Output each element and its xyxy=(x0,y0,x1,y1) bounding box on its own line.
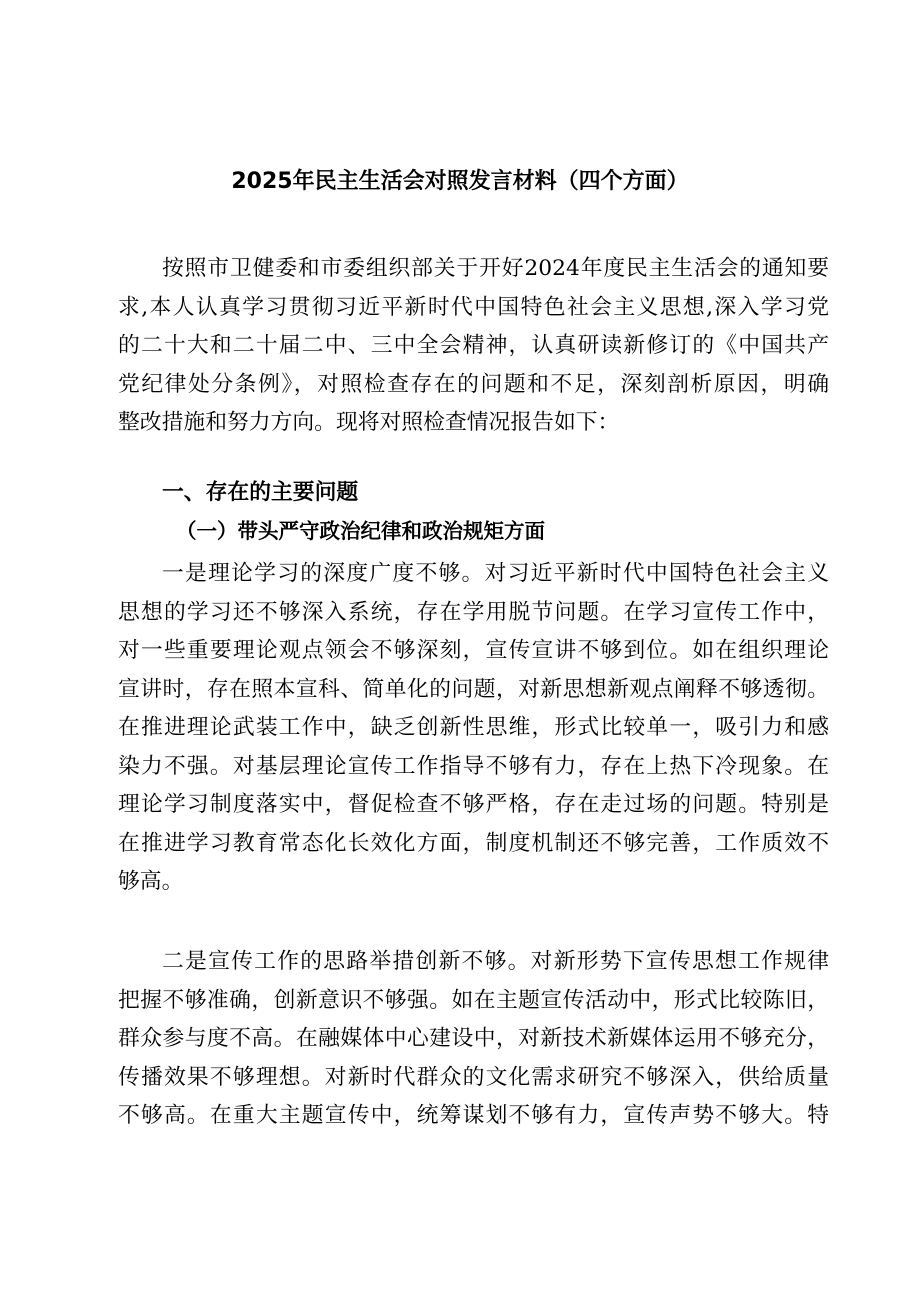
paragraph-line: 理论学习制度落实中，督促检查不够严格，存在走过场的问题。特别是 xyxy=(118,792,829,817)
paragraph-line: 求,本人认真学习贯彻习近平新时代中国特色社会主义思想,深入学习党 xyxy=(118,294,829,320)
point-two-paragraph xyxy=(118,943,829,1136)
subsection-heading: （一）带头严守政治纪律和政治规矩方面 xyxy=(176,519,545,543)
paragraph-line: 够高。 xyxy=(118,869,184,894)
point-one-paragraph xyxy=(118,555,829,902)
paragraph-line: 在推进理论武装工作中，缺乏创新性思维，形式比较单一，吸引力和感 xyxy=(118,715,829,740)
paragraph-line: 思想的学习还不够深入系统，存在学用脱节问题。在学习宣传工作中， xyxy=(118,599,829,625)
paragraph-line: 传播效果不够理想。对新时代群众的文化需求研究不够深入，供给质量 xyxy=(118,1064,829,1090)
paragraph-line: 染力不强。对基层理论宣传工作指导不够有力，存在上热下冷现象。在 xyxy=(118,753,829,779)
section-heading: 一、存在的主要问题 xyxy=(162,480,359,505)
paragraph-line: 按照市卫健委和市委组织部关于开好2024年度民主生活会的通知要 xyxy=(162,256,829,281)
paragraph-line: 群众参与度不高。在融媒体中心建设中，对新技术新媒体运用不够充分， xyxy=(118,1026,829,1051)
paragraph-line: 二是宣传工作的思路举措创新不够。对新形势下宣传思想工作规律 xyxy=(162,949,829,974)
document-title: 2025年民主生活会对照发言材料（四个方面） xyxy=(231,169,689,194)
paragraph-line: 宣讲时，存在照本宣科、简单化的问题，对新思想新观点阐释不够透彻。 xyxy=(118,676,829,702)
paragraph-line: 的二十大和二十届二中、三中全会精神，认真研读新修订的《中国共产 xyxy=(118,333,829,358)
paragraph-line: 整改措施和努力方向。现将对照检查情况报告如下： xyxy=(118,410,620,435)
paragraph-line: 在推进学习教育常态化长效化方面，制度机制还不够完善，工作质效不 xyxy=(118,830,829,856)
paragraph-line: 对一些重要理论观点领会不够深刻，宣传宣讲不够到位。如在组织理论 xyxy=(118,638,829,663)
paragraph-line: 党纪律处分条例》，对照检查存在的问题和不足，深刻剖析原因，明确 xyxy=(118,371,829,397)
paragraph-line: 一是理论学习的深度广度不够。对习近平新时代中国特色社会主义 xyxy=(162,561,829,586)
paragraph-line: 不够高。在重大主题宣传中，统筹谋划不够有力，宣传声势不够大。特 xyxy=(118,1103,829,1128)
intro-paragraph xyxy=(118,250,829,443)
paragraph-line: 把握不够准确，创新意识不够强。如在主题宣传活动中，形式比较陈旧， xyxy=(118,987,829,1013)
